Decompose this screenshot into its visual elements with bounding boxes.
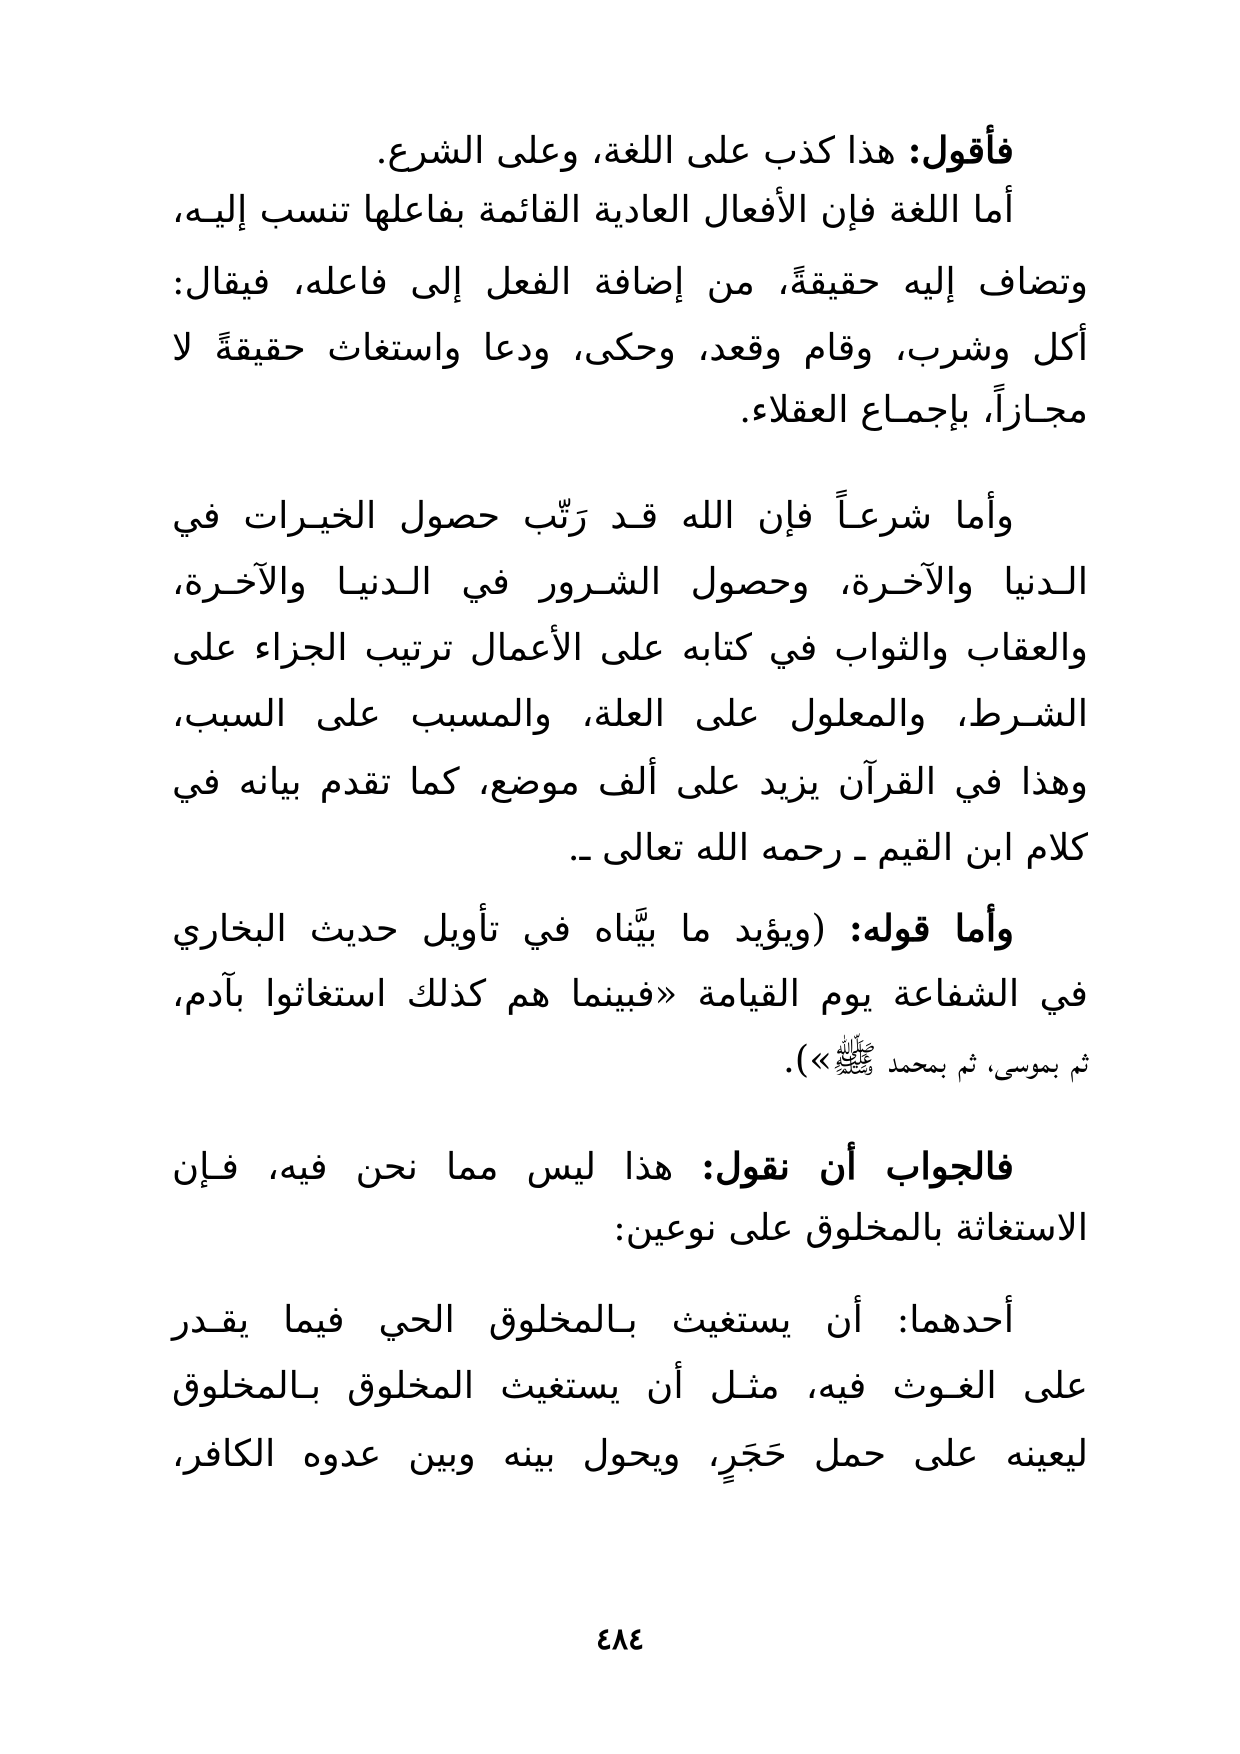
bold-lead: وأما قوله: (849, 906, 1014, 950)
bold-lead: فالجواب أن نقول: (701, 1144, 1014, 1188)
line-text: في الشفاعة يوم القيامة «فبينما هم كذلك استغاثوا بآدم، (172, 972, 1088, 1015)
text-line (172, 752, 1088, 812)
text-line (172, 1290, 1014, 1350)
line-text: كلام ابن القيم ـ رحمه الله تعالى ـ. (567, 826, 1088, 869)
line-text: أكل وشرب، وقام وقعد، وحكى، ودعا واستغاث حقيقةً لا (172, 326, 1088, 369)
line-text: (ويؤيد ما بيَّناه في تأويل حديث البخاري (172, 907, 850, 950)
line-text: ليعينه على حمل حَجَرٍ، ويحول بينه وبين عدوه الكافر، (172, 1432, 1088, 1475)
line-text: وهذا في القرآن يزيد على ألف موضع، كما تقدم بيانه في (172, 760, 1088, 803)
bold-lead: فأقول: (907, 128, 1014, 172)
line-text: على الغـوث فيه، مثـل أن يستغيث المخلوق بـالمخلوق (172, 1364, 1088, 1407)
text-line (172, 120, 1014, 180)
line-text: والعقاب والثواب في كتابه على الأعمال ترتيب الجزاء على (172, 626, 1088, 669)
page-body (172, 0, 1088, 1600)
line-text: وتضاف إليه حقيقةً، من إضافة الفعل إلى فاعله، فيقال: (172, 260, 1088, 303)
line-text: هذا ليس مما نحن فيه، فـإن (172, 1145, 702, 1188)
line-text: مجـازاً، بإجمـاع العقلاء. (739, 388, 1088, 431)
text-line (172, 180, 1014, 240)
line-text: الاستغاثة بالمخلوق على نوعين: (613, 1206, 1088, 1249)
line-text: هذا كذب على اللغة، وعلى الشرع. (375, 129, 908, 172)
text-line (172, 1356, 1088, 1416)
text-line (172, 318, 1088, 378)
text-line (172, 684, 1088, 744)
text-line (172, 964, 1088, 1024)
text-line (172, 486, 1014, 546)
text-line (172, 380, 1088, 440)
text-line (172, 898, 1014, 958)
line-text: وأما شرعـاً فإن الله قـد رَتّب حصول الخيـرات في (172, 494, 1014, 537)
text-line (172, 618, 1088, 678)
line-text: أما اللغة فإن الأفعال العادية القائمة بفاعلها تنسب إليـه، (172, 188, 1014, 231)
text-line (172, 818, 1088, 878)
text-line (172, 1136, 1014, 1196)
text-line (172, 1424, 1088, 1484)
text-line (172, 1030, 1088, 1090)
line-text: الـدنيا والآخـرة، وحصول الشـرور في الـدنيـا والآخـرة، (172, 560, 1088, 603)
text-line (172, 252, 1088, 312)
line-text: ثم بموسى، ثم بمحمد ﷺ»). (783, 1038, 1088, 1081)
line-text: الشـرط، والمعلول على العلة، والمسبب على السبب، (172, 692, 1088, 735)
text-line (172, 552, 1088, 612)
page-number: ٤٨٤ (595, 1622, 645, 1657)
line-text: أحدهما: أن يستغيث بـالمخلوق الحي فيما يقـدر (172, 1298, 1014, 1341)
text-line (172, 1198, 1088, 1258)
